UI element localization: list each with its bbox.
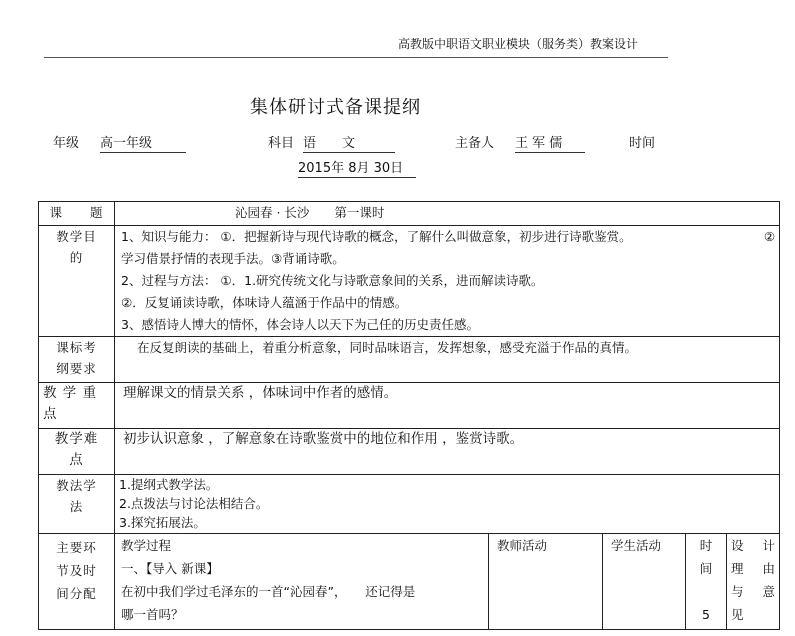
document-title: 集体研讨式备课提纲: [250, 97, 421, 118]
difficult-points-label: 教学难 点: [39, 429, 115, 475]
goals-content: [115, 226, 780, 337]
time-column: 时 间 5: [686, 534, 727, 630]
methods-label: 教法学 法: [39, 475, 115, 534]
row-standard: [39, 337, 780, 383]
process-label: 主要环 节及时 间分配: [39, 534, 115, 630]
row-difficult-points: [39, 429, 780, 475]
row-process: [39, 534, 780, 630]
student-activity-header: 学生活动: [603, 534, 686, 630]
row-goals: [39, 226, 780, 337]
goals-line-5: 3、感悟诗人博大的情怀，体会诗人以天下为己任的历史责任感。: [121, 317, 479, 332]
process-step: 一、【导入 新课】: [121, 561, 219, 576]
row-methods: [39, 475, 780, 534]
key-points-label: 教 学 重 点: [39, 383, 115, 429]
key-points-value: 理解课文的情景关系 ，体味词中作者的感情。: [115, 383, 780, 429]
row-key-points: [39, 383, 780, 429]
process-text-1: 在初中我们学过毛泽东的一首“沁园春”， 还记得是: [121, 584, 416, 599]
standard-label: 课标考 纲要求: [39, 337, 115, 383]
subject-value: 语 文: [303, 132, 395, 153]
process-content: [115, 534, 489, 630]
methods-list: [115, 475, 780, 534]
subject-label: 科目: [268, 136, 295, 151]
goals-line-2: 学习借景抒情的表现手法。③背诵诗歌。: [121, 251, 345, 266]
method-item: 3.探究拓展法。: [119, 515, 206, 530]
goals-line-1: 1、知识与能力： ①．把握新诗与现代诗歌的概念，了解什么叫做意象，初步进行诗歌鉴赏。: [121, 229, 632, 244]
preparer-label: 主备人: [455, 136, 495, 151]
row-topic: [39, 202, 780, 226]
date: 2015年 8月 30日: [298, 157, 416, 178]
process-header: 教学过程: [121, 538, 172, 553]
goals-label: 教学目 的: [39, 226, 115, 337]
header-divider: [44, 57, 668, 58]
preparer-value: 王 军 儒: [515, 132, 585, 153]
series-header: 高教版中职语文职业模块（服务类）教案设计: [398, 37, 639, 51]
time-label: 时间: [629, 136, 656, 151]
goals-line-3: 2、过程与方法： ①．1.研究传统文化与诗歌意象间的关系，进而解读诗歌。: [121, 273, 544, 288]
teacher-activity-header: 教师活动: [489, 534, 603, 630]
method-item: 1.提纲式教学法。: [119, 477, 219, 492]
difficult-points-value: 初步认识意象 ，了解意象在诗歌鉴赏中的地位和作用 ，鉴赏诗歌。: [115, 429, 780, 475]
method-item: 2.点拨法与讨论法相结合。: [119, 496, 269, 511]
goals-line-4: ②．反复诵读诗歌，体味诗人蕴涵于作品中的情感。: [121, 295, 408, 310]
goals-line-1-mark: ②: [763, 229, 776, 244]
standard-value: 在反复朗读的基础上，着重分析意象，同时品味语言，发挥想象，感受充溢于作品的真情。: [115, 337, 780, 383]
grade-label: 年级: [53, 136, 80, 151]
grade-value: 高一年级: [100, 132, 186, 153]
topic-value: 沁园春 · 长沙 第一课时: [115, 202, 780, 226]
design-column: 设 计 理 由 与 意 见: [727, 534, 780, 630]
lesson-plan-table: [38, 201, 780, 630]
process-text-2: 哪一首吗？: [121, 607, 184, 622]
topic-label: 课 题: [39, 202, 115, 226]
